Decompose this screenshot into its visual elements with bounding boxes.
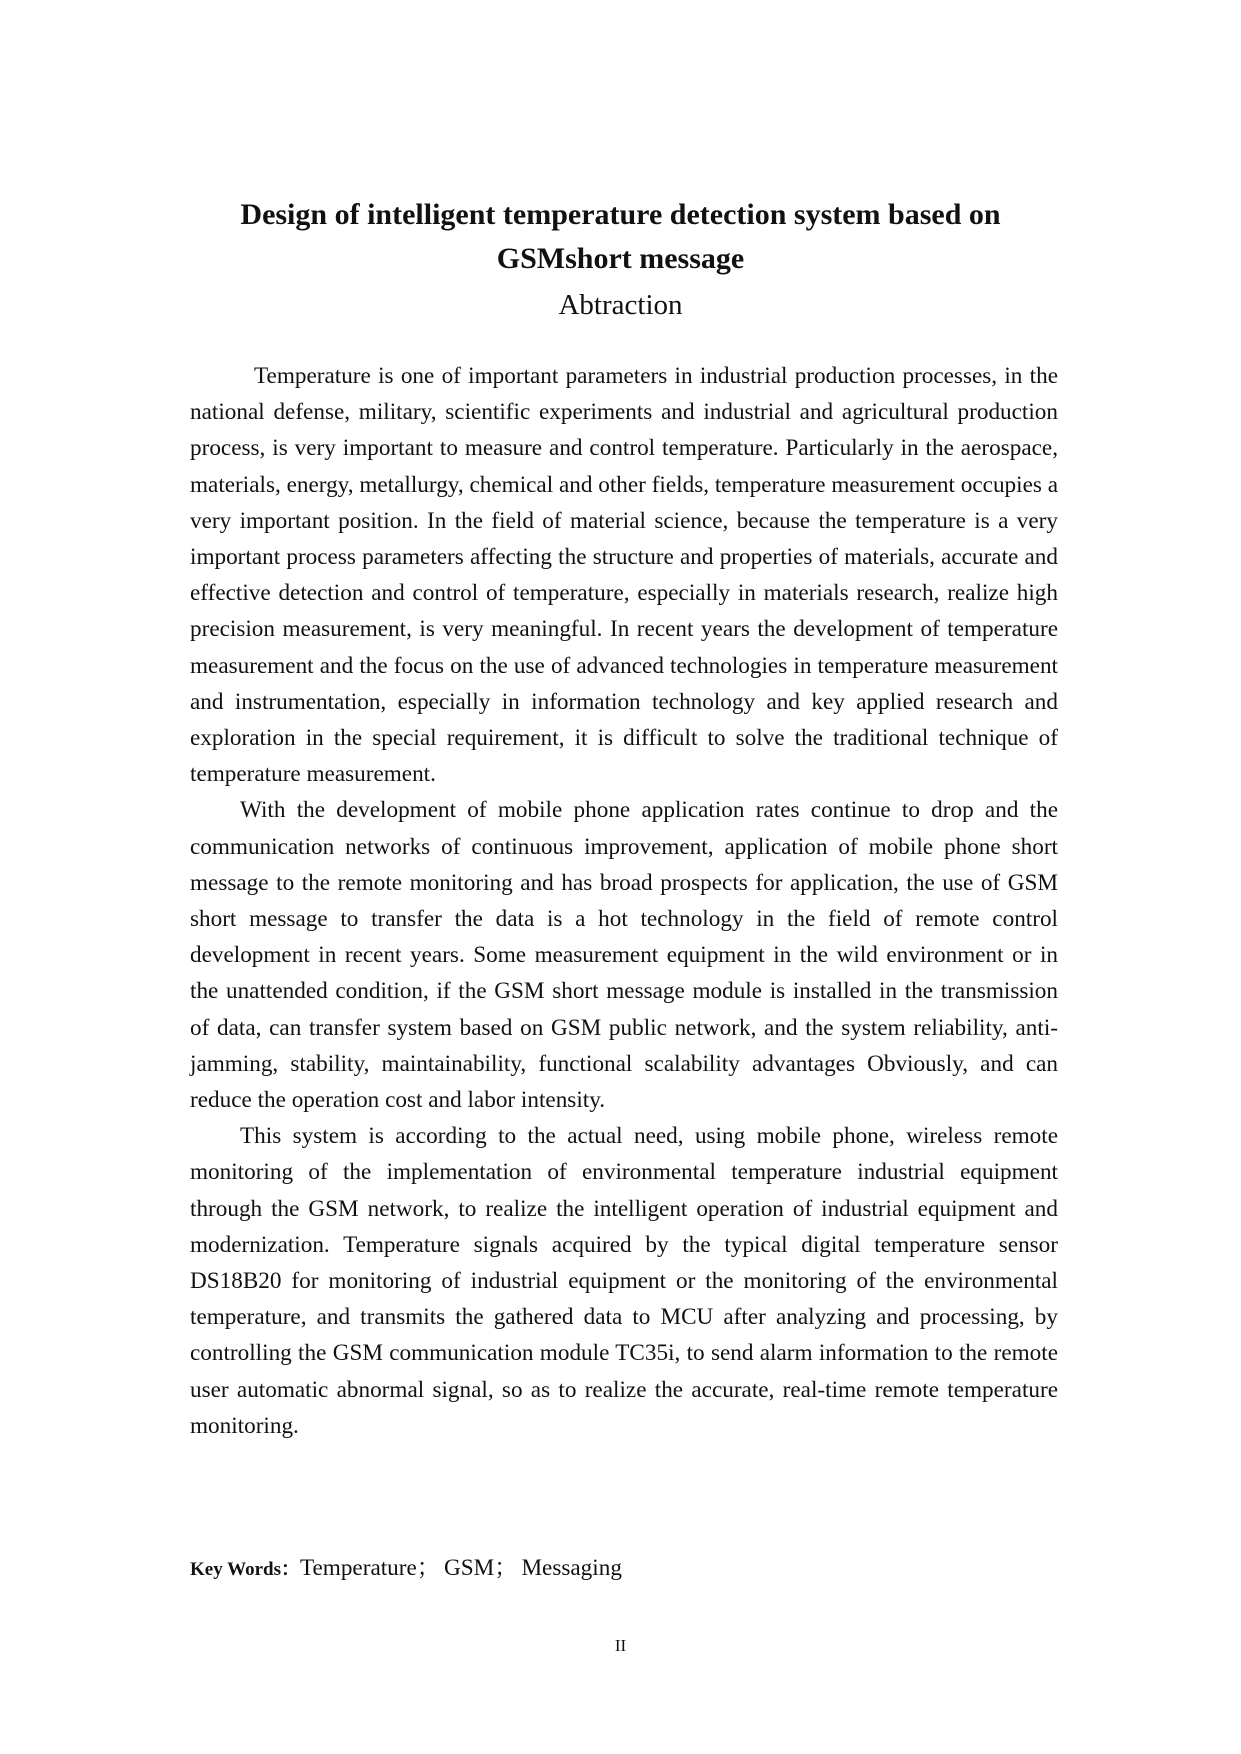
keyword-item: Messaging — [521, 1555, 622, 1581]
abstract-paragraph-1: Temperature is one of important parameters in industrial production processes, in the national defense, military, scientific experiments and industrial and agricultural production process, is very important to measure and control temperature. Particularly in the aerospace, materials, energy, metallurgy, chemical and other fields, temperature measurement occupies a very important position. In the field of material science, because the temperature is a very important process parameters affecting the structure and properties of materials, accurate and effective detection and control of temperature, especially in materials research, realize high precision measurement, is very meaningful. In recent years the development of temperature measurement and the focus on the use of advanced technologies in temperature measurement and instrumentation, especially in information technology and key applied research and exploration in the special requirement, it is difficult to solve the traditional technique of temperature measurement. — [190, 363, 1058, 788]
keyword-separator: ； — [494, 1555, 518, 1581]
keyword-item: Temperature — [299, 1555, 417, 1581]
abstract-paragraph-2: With the development of mobile phone application rates continue to drop and the communication networks of continuous improvement, application of mobile phone short message to the remote monitoring and has broad prospects for application, the use of GSM short message to transfer the data is a hot technology in the field of remote control development in recent years. Some measurement equipment in the wild environment or in the unattended condition, if the GSM short message module is installed in the transmission of data, can transfer system based on GSM public network, and the system reliability, anti-jamming, stability, maintainability, functional scalability advantages Obviously, and can reduce the operation cost and labor intensity. — [190, 797, 1058, 1114]
keyword-item: GSM — [443, 1555, 495, 1581]
keyword-separator: ； — [416, 1555, 440, 1581]
section-heading: Abtraction — [558, 289, 683, 321]
title-line-1: Design of intelligent temperature detection system based on — [240, 198, 1001, 231]
keywords-line — [190, 1551, 622, 1587]
page-number: II — [614, 1636, 627, 1655]
abstract-paragraph-3: This system is according to the actual need, using mobile phone, wireless remote monitoring of the implementation of environmental temperature industrial equipment through the GSM network, to realize the intelligent operation of industrial equipment and modernization. Temperature signals acquired by the typical digital temperature sensor DS18B20 for monitoring of industrial equipment or the monitoring of the environmental temperature, and transmits the gathered data to MCU after analyzing and processing, by controlling the GSM communication module TC35i, to send alarm information to the remote user automatic abnormal signal, so as to realize the accurate, real-time remote temperature monitoring. — [190, 1123, 1058, 1439]
abstract-body — [190, 358, 1058, 1444]
document-title — [160, 193, 1081, 281]
title-line-2: GSMshort message — [496, 242, 745, 275]
keywords-label: Key Words： — [190, 1559, 300, 1580]
